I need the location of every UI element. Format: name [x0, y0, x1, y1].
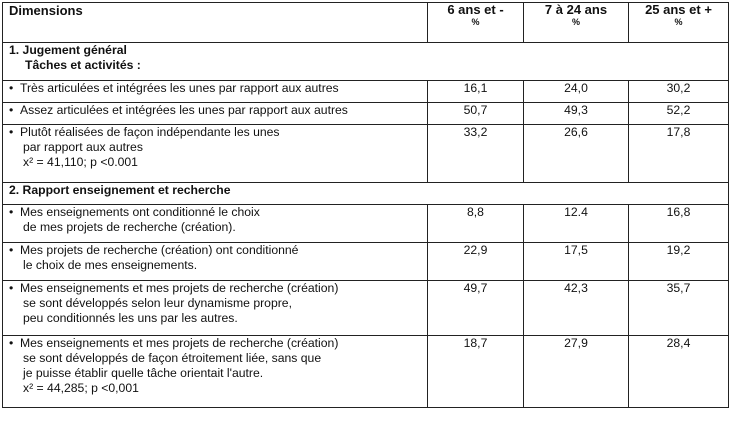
section1-title-cell — [3, 43, 729, 81]
bullet-icon: • — [9, 81, 14, 95]
bullet-icon: • — [9, 205, 14, 219]
value-cell: 18,7 — [428, 336, 524, 408]
row-label-line: Mes enseignements et mes projets de recherche (création) — [20, 281, 339, 295]
value-cell: 50,7 — [428, 103, 524, 125]
value-cell: 24,0 — [524, 81, 629, 103]
row-label — [3, 281, 428, 336]
bullet-icon: • — [9, 103, 14, 117]
row-label-line: de mes projets de recherche (création). — [23, 220, 236, 234]
section1-subtitle: Tâches et activités : — [25, 58, 141, 72]
value-cell: 52,2 — [629, 103, 729, 125]
header-col-25-ans — [629, 3, 729, 43]
row-label-line: Mes enseignements et mes projets de recherche (création) — [20, 336, 339, 350]
section1-statistic: x² = 41,110; p <0.001 — [23, 155, 138, 169]
row-label — [3, 125, 428, 183]
bullet-icon: • — [9, 281, 14, 295]
row-label — [3, 205, 428, 243]
dimensions-table — [2, 2, 729, 408]
bullet-icon: • — [9, 243, 14, 257]
value-cell: 16,8 — [629, 205, 729, 243]
header-col1-label: 6 ans et - — [447, 2, 504, 17]
value-cell: 49,7 — [428, 281, 524, 336]
table-row — [3, 281, 729, 336]
table-row — [3, 125, 729, 183]
row-label-line: Mes projets de recherche (création) ont conditionné — [20, 243, 299, 257]
row-label-line: Plutôt réalisées de façon indépendante les unes — [20, 125, 280, 139]
bullet-icon: • — [9, 125, 14, 139]
header-dimensions: Dimensions — [3, 3, 428, 43]
header-col1-unit: % — [471, 17, 480, 27]
section2-header-row — [3, 183, 729, 205]
header-col2-unit: % — [571, 17, 580, 27]
value-cell: 22,9 — [428, 243, 524, 281]
header-col3-label: 25 ans et + — [645, 2, 712, 17]
row-label-line: se sont développés selon leur dynamisme propre, — [23, 296, 292, 310]
table-row — [3, 243, 729, 281]
header-row — [3, 3, 729, 43]
header-col3-unit: % — [674, 17, 683, 27]
value-cell: 17,5 — [524, 243, 629, 281]
section2-statistic: x² = 44,285; p <0,001 — [23, 381, 139, 395]
row-label-line: Très articulées et intégrées les unes par rapport aux autres — [20, 81, 339, 95]
value-cell: 26,6 — [524, 125, 629, 183]
row-label — [3, 81, 428, 103]
row-label-line: par rapport aux autres — [23, 140, 143, 154]
value-cell: 35,7 — [629, 281, 729, 336]
value-cell: 17,8 — [629, 125, 729, 183]
section1-title: 1. Jugement général — [9, 43, 127, 57]
section1-header-row — [3, 43, 729, 81]
header-col-6-ans — [428, 3, 524, 43]
value-cell: 16,1 — [428, 81, 524, 103]
row-label — [3, 243, 428, 281]
value-cell: 19,2 — [629, 243, 729, 281]
row-label-line: peu conditionnés les uns par les autres. — [23, 311, 238, 325]
row-label-line: je puisse établir quelle tâche orientait l'autre. — [23, 366, 264, 380]
bullet-icon: • — [9, 336, 14, 350]
value-cell: 28,4 — [629, 336, 729, 408]
row-label — [3, 336, 428, 408]
header-col2-label: 7 à 24 ans — [544, 2, 608, 17]
section2-title: 2. Rapport enseignement et recherche — [3, 183, 729, 205]
value-cell: 42,3 — [524, 281, 629, 336]
header-col-7-24-ans — [524, 3, 629, 43]
table-row — [3, 336, 729, 408]
table-row — [3, 81, 729, 103]
table-row — [3, 103, 729, 125]
table-row — [3, 205, 729, 243]
value-cell: 49,3 — [524, 103, 629, 125]
value-cell: 30,2 — [629, 81, 729, 103]
value-cell: 27,9 — [524, 336, 629, 408]
row-label-line: Assez articulées et intégrées les unes par rapport aux autres — [20, 103, 348, 117]
row-label-line: se sont développés de façon étroitement liée, sans que — [23, 351, 322, 365]
value-cell: 33,2 — [428, 125, 524, 183]
row-label-line: Mes enseignements ont conditionné le choix — [20, 205, 260, 219]
row-label-line: le choix de mes enseignements. — [23, 258, 198, 272]
value-cell: 8,8 — [428, 205, 524, 243]
row-label — [3, 103, 428, 125]
value-cell: 12.4 — [524, 205, 629, 243]
